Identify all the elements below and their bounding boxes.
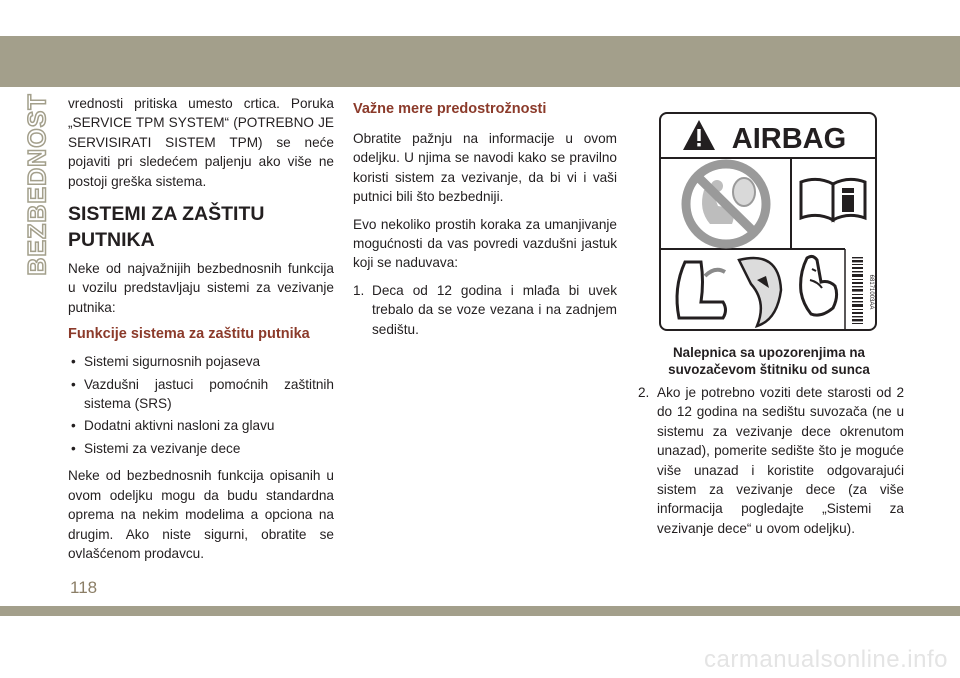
step-text: Deca od 12 godina i mlađa bi uvek trebalo da se voze vezana i na zadnjem sedištu. [372, 282, 617, 337]
list-item: • Dodatni aktivni nasloni za glavu [68, 416, 334, 435]
step-item [638, 383, 904, 538]
watermark: carmanualsonline.info [704, 646, 948, 673]
barcode-icon [852, 257, 863, 324]
section-side-tab-label: BEZBEDNOST [23, 92, 52, 276]
column-left [68, 94, 334, 563]
functions-list [68, 352, 334, 458]
section-side-tab [18, 92, 58, 276]
barcode-text: 68171003AA [868, 274, 874, 310]
precautions-subheading: Važne mere predostrožnosti [353, 101, 547, 117]
figure-caption [640, 344, 898, 378]
section-intro-paragraph: Neke od najvažnijih bezbednosnih funkcija u vozilu predstavljaju sistemi za vezivanje putnika: [68, 261, 334, 315]
caption-line: suvozačevom štitniku od sunca [668, 362, 870, 377]
step-item [353, 281, 617, 339]
intro-paragraph: vrednosti pritiska umesto crtica. Poruka „SERVICE TPM SYSTEM“ (POTREBNO JE SERVISIRATI SISTEM TPM) se neće pojaviti pri sledećem paljenju ako više ne postoji greška sistema. [68, 96, 334, 189]
manual-book-icon [801, 179, 865, 220]
list-item: • Sistemi sigurnosnih pojaseva [68, 352, 334, 371]
airbag-warning-label [659, 112, 877, 331]
section-heading: SISTEMI ZA ZAŠTITU PUTNIKA [68, 203, 265, 252]
steps-intro-paragraph: Evo nekoliko prostih koraka za umanjivanje mogućnosti da vas povredi vazdušni jastuk koji se naduvava: [353, 216, 617, 271]
precautions-paragraph: Obratite pažnju na informacije u ovom odeljku. U njima se navodi kako se pravilno koristi sistem za vezivanje, da bi vi i vaši putnici bili što bezbedniji. [353, 131, 617, 205]
caption-line: Nalepnica sa upozorenjima na [673, 345, 865, 360]
steps-list [353, 281, 617, 339]
list-item: • Vazdušni jastuci pomoćnih zaštitnih sistema (SRS) [68, 375, 334, 414]
page-number: 118 [70, 578, 98, 597]
no-child-seat-icon [686, 164, 766, 244]
label-title: AIRBAG [731, 123, 847, 155]
step-number: 1. [353, 282, 365, 298]
functions-subheading: Funkcije sistema za zaštitu putnika [68, 326, 310, 343]
top-header-band [0, 36, 960, 87]
step-text: Ako je potrebno voziti dete starosti od 2 do 12 godina na sedištu suvozača (ne u sistemu za vezivanje dece okrenutom unazad), pomerite sedište što je moguće više unazad i koristite odgovarajući sistem za vezivanje dece (za više informacija pogledajte „Sistemi za vezivanje dece“ u ovom odeljku). [657, 385, 904, 536]
dealer-note-paragraph: Neke od bezbednosnih funkcija opisanih u ovom odeljku mogu da budu standardna oprema na nekim modelima a opciona na drugim. Ako niste sigurni, obratite se ovlašćenom prodavcu. [68, 468, 334, 561]
column-right [638, 383, 904, 538]
column-middle [353, 100, 617, 339]
step-number: 2. [638, 385, 650, 400]
list-item: • Sistemi za vezivanje dece [68, 439, 334, 458]
bottom-footer-band [0, 606, 960, 616]
steps-list-continued [638, 383, 904, 538]
